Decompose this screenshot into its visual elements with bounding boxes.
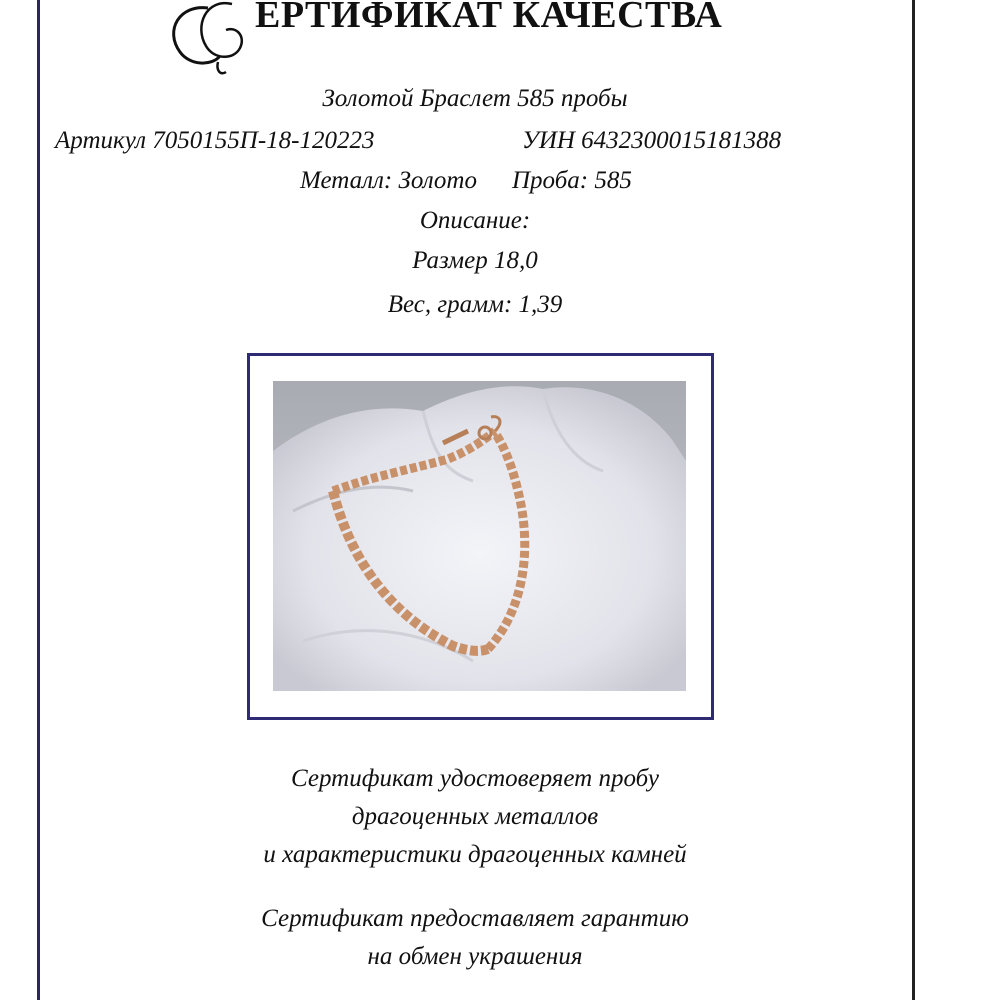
article-number: Артикул 7050155П-18-120223 [55,127,375,154]
uin-number: УИН 6432300015181388 [522,127,782,154]
description-label: Описание: [419,207,531,234]
product-name: Золотой Браслет 585 пробы [322,85,628,112]
bracelet-photo [273,381,686,691]
product-photo-frame [247,353,714,720]
assay-field: Проба: 585 [512,167,632,194]
statement-1-line-2: драгоценных металлов [351,803,599,830]
statement-2-line-2: на обмен украшения [367,943,583,970]
weight-field: Вес, грамм: 1,39 [387,291,563,318]
size-field: Размер 18,0 [412,247,538,274]
statement-1-line-1: Сертификат удостоверяет пробу [291,765,659,792]
monogram-logo-icon [150,0,260,80]
statement-2-line-1: Сертификат предоставляет гарантию [261,905,689,932]
metal-field: Металл: Золото [300,167,477,194]
certificate-title: ЕРТИФИКАТ КАЧЕСТВА [255,0,723,36]
statement-1-line-3: и характеристики драгоценных камней [263,841,687,868]
